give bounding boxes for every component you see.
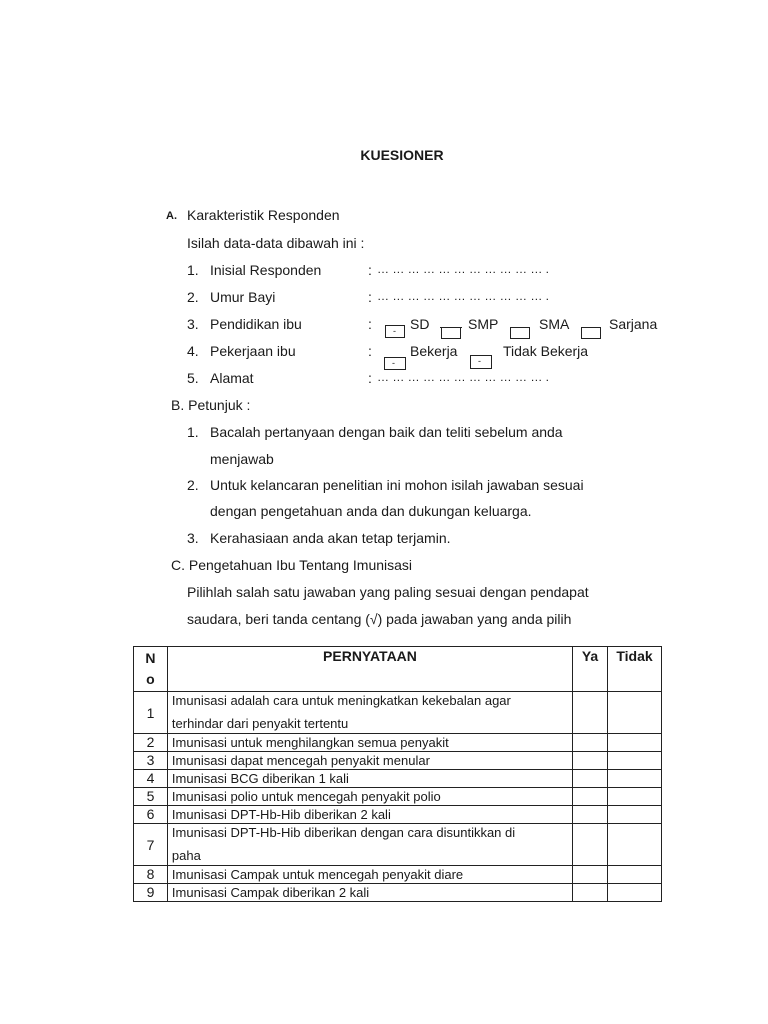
checkbox-mark-icon: - bbox=[393, 326, 396, 336]
row-number: 4 bbox=[134, 770, 168, 788]
table-row bbox=[134, 692, 662, 734]
checkbox-mark-icon: - bbox=[392, 358, 395, 368]
answer-yes-cell[interactable] bbox=[573, 734, 608, 752]
instruction-number: 3. bbox=[187, 530, 199, 546]
instruction-text: Bacalah pertanyaan dengan baik dan teliti sebelum anda bbox=[210, 424, 563, 440]
item-number: 4. bbox=[187, 343, 199, 359]
header-no-part: o bbox=[146, 671, 155, 687]
statement-line: Imunisasi DPT-Hb-Hib diberikan dengan cara disuntikkan di bbox=[171, 825, 516, 840]
table-row bbox=[134, 866, 662, 884]
instruction-text: dengan pengetahuan anda dan dukungan keluarga. bbox=[210, 503, 532, 519]
colon: : bbox=[368, 370, 372, 386]
row-number: 9 bbox=[134, 884, 168, 902]
row-number: 7 bbox=[134, 824, 168, 866]
answer-yes-cell[interactable] bbox=[573, 752, 608, 770]
education-label: Pendidikan ibu bbox=[210, 316, 302, 332]
colon: : bbox=[368, 262, 372, 278]
item-number: 3. bbox=[187, 316, 199, 332]
occupation-label: Pekerjaan ibu bbox=[210, 343, 296, 359]
instruction-number: 1. bbox=[187, 424, 199, 440]
header-yes: Ya bbox=[573, 647, 608, 692]
option-sarjana: Sarjana bbox=[609, 316, 658, 332]
option-smp: SMP bbox=[468, 316, 499, 332]
occupation-not-working-checkbox[interactable] bbox=[470, 355, 492, 369]
item-number: 5. bbox=[187, 370, 199, 386]
section-a-instruction: Isilah data-data dibawah ini : bbox=[187, 235, 365, 251]
header-no bbox=[134, 647, 168, 692]
occupation-working-checkbox[interactable] bbox=[384, 357, 406, 370]
education-sarjana-checkbox[interactable] bbox=[581, 327, 601, 339]
row-number: 5 bbox=[134, 788, 168, 806]
row-statement: Imunisasi DPT-Hb-Hib diberikan 2 kali bbox=[167, 806, 572, 824]
section-a-heading: Karakteristik Responden bbox=[187, 207, 340, 223]
row-number: 1 bbox=[134, 692, 168, 734]
statement-line: paha bbox=[171, 848, 201, 863]
answer-no-cell[interactable] bbox=[608, 806, 662, 824]
row-statement: Imunisasi Campak untuk mencegah penyakit diare bbox=[167, 866, 572, 884]
baby-age-field[interactable]: … … … … … … … … … … … . bbox=[377, 289, 550, 303]
answer-yes-cell[interactable] bbox=[573, 884, 608, 902]
row-statement: Imunisasi Campak diberikan 2 kali bbox=[167, 884, 572, 902]
option-sd: SD bbox=[410, 316, 430, 332]
row-statement: Imunisasi untuk menghilangkan semua penyakit bbox=[167, 734, 572, 752]
table-header-row bbox=[134, 647, 662, 692]
row-statement: Imunisasi polio untuk mencegah penyakit polio bbox=[167, 788, 572, 806]
address-field[interactable]: … … … … … … … … … … … . bbox=[377, 370, 550, 384]
header-statement: PERNYATAAN bbox=[167, 647, 572, 692]
page-title: KUESIONER bbox=[360, 147, 444, 163]
option-not-working: Tidak Bekerja bbox=[503, 343, 589, 359]
row-number: 8 bbox=[134, 866, 168, 884]
row-statement bbox=[167, 824, 572, 866]
row-number: 6 bbox=[134, 806, 168, 824]
instruction-text: Kerahasiaan anda akan tetap terjamin. bbox=[210, 530, 451, 546]
instruction-text: Untuk kelancaran penelitian ini mohon isilah jawaban sesuai bbox=[210, 477, 584, 493]
answer-no-cell[interactable] bbox=[608, 866, 662, 884]
education-sd-checkbox[interactable] bbox=[385, 325, 405, 338]
colon: : bbox=[368, 343, 372, 359]
row-statement: Imunisasi BCG diberikan 1 kali bbox=[167, 770, 572, 788]
option-working: Bekerja bbox=[410, 343, 458, 359]
colon: : bbox=[368, 289, 372, 305]
row-number: 3 bbox=[134, 752, 168, 770]
answer-yes-cell[interactable] bbox=[573, 824, 608, 866]
instruction-number: 2. bbox=[187, 477, 199, 493]
answer-yes-cell[interactable] bbox=[573, 770, 608, 788]
table-row bbox=[134, 788, 662, 806]
table-row bbox=[134, 884, 662, 902]
header-tidak: Tidak bbox=[608, 647, 662, 692]
answer-no-cell[interactable] bbox=[608, 734, 662, 752]
item-number: 2. bbox=[187, 289, 199, 305]
table-row bbox=[134, 824, 662, 866]
table-row bbox=[134, 806, 662, 824]
row-statement: Imunisasi dapat mencegah penyakit menular bbox=[167, 752, 572, 770]
section-b-heading: B. Petunjuk : bbox=[171, 397, 251, 413]
answer-no-cell[interactable] bbox=[608, 692, 662, 734]
initial-label: Inisial Responden bbox=[210, 262, 322, 278]
table-row bbox=[134, 770, 662, 788]
section-c-heading: C. Pengetahuan Ibu Tentang Imunisasi bbox=[171, 557, 413, 573]
answer-no-cell[interactable] bbox=[608, 884, 662, 902]
statement-line: Imunisasi adalah cara untuk meningkatkan kekebalan agar bbox=[171, 693, 511, 708]
answer-yes-cell[interactable] bbox=[573, 806, 608, 824]
header-no-part: N bbox=[145, 650, 156, 666]
questionnaire-table bbox=[133, 646, 662, 902]
answer-yes-cell[interactable] bbox=[573, 788, 608, 806]
instruction-text: menjawab bbox=[210, 451, 274, 467]
education-sma-checkbox[interactable] bbox=[510, 327, 530, 339]
table-row bbox=[134, 752, 662, 770]
statement-line: terhindar dari penyakit tertentu bbox=[171, 716, 349, 731]
answer-no-cell[interactable] bbox=[608, 824, 662, 866]
answer-no-cell[interactable] bbox=[608, 752, 662, 770]
answer-no-cell[interactable] bbox=[608, 788, 662, 806]
colon: : bbox=[368, 316, 372, 332]
checkbox-mark-icon: - bbox=[478, 356, 481, 366]
row-statement bbox=[167, 692, 572, 734]
section-c-text: Pilihlah salah satu jawaban yang paling sesuai dengan pendapat bbox=[187, 584, 589, 600]
initial-field[interactable]: … … … … … … … … … … … . bbox=[377, 262, 550, 276]
education-smp-checkbox[interactable] bbox=[441, 327, 461, 339]
answer-no-cell[interactable] bbox=[608, 770, 662, 788]
option-sma: SMA bbox=[539, 316, 570, 332]
row-number: 2 bbox=[134, 734, 168, 752]
item-number: 1. bbox=[187, 262, 199, 278]
baby-age-label: Umur Bayi bbox=[210, 289, 276, 305]
table-row bbox=[134, 734, 662, 752]
address-label: Alamat bbox=[210, 370, 254, 386]
section-c-text: saudara, beri tanda centang (√) pada jawaban yang anda pilih bbox=[187, 611, 572, 627]
answer-yes-cell[interactable] bbox=[573, 692, 608, 734]
section-a-letter: A. bbox=[166, 210, 177, 222]
answer-yes-cell[interactable] bbox=[573, 866, 608, 884]
